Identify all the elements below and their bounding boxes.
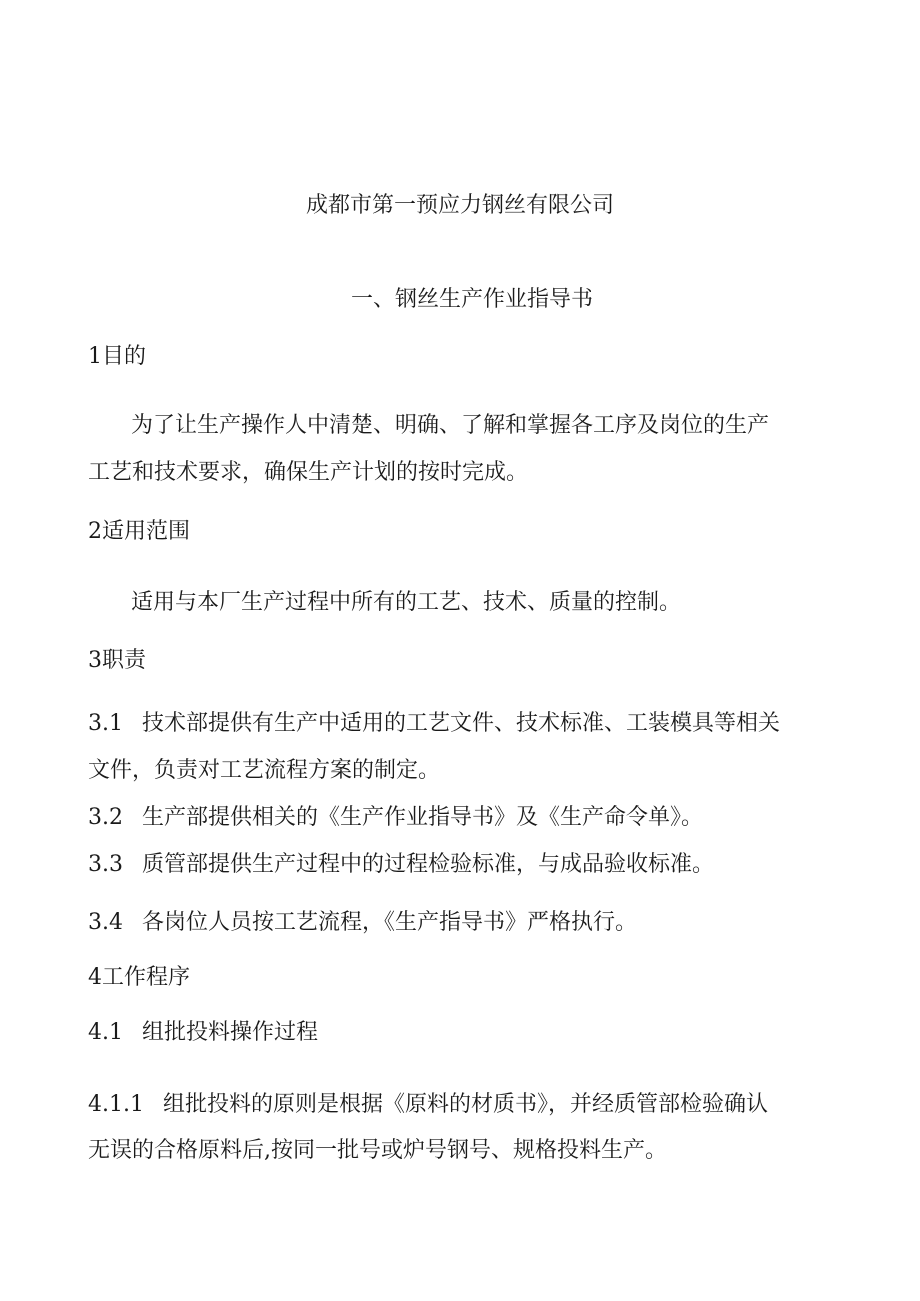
- item-4-1: [88, 1020, 318, 1046]
- document-title: 一、钢丝生产作业指导书: [350, 287, 593, 312]
- item-4-1-1-line-1: [88, 1092, 768, 1118]
- item-4-1-1-line-2: 无误的合格原料后,按同一批号或炉号钢号、规格投料生产。: [88, 1138, 667, 1163]
- item-3-3: [88, 852, 714, 878]
- section-1-body-line-1: 为了让生产操作人中清楚、明确、了解和掌握各工序及岗位的生产: [131, 413, 770, 438]
- item-3-3-text: 质管部提供生产过程中的过程检验标准，与成品验收标准。: [142, 852, 715, 877]
- item-4-1-1-number: 4.1.1: [88, 1092, 144, 1117]
- item-3-4: [88, 910, 637, 936]
- item-3-1-text: 技术部提供有生产中适用的工艺文件、技术标准、工装模具等相关: [142, 711, 781, 736]
- section-4-heading: 4工作程序: [88, 965, 190, 990]
- item-3-1-line-1: [88, 711, 780, 737]
- item-3-1-line-2: 文件，负责对工艺流程方案的制定。: [88, 758, 441, 783]
- item-3-2: [88, 805, 703, 831]
- item-3-3-number: 3.3: [88, 852, 123, 877]
- item-3-2-text: 生产部提供相关的《生产作业指导书》及《生产命令单》。: [142, 805, 704, 830]
- section-2-body: 适用与本厂生产过程中所有的工艺、技术、质量的控制。: [131, 590, 682, 615]
- item-3-1-number: 3.1: [88, 711, 123, 736]
- item-4-1-1-text: 组批投料的原则是根据《原料的材质书》，并经质管部检验确认: [162, 1092, 768, 1117]
- section-2-heading: 2适用范围: [88, 519, 190, 544]
- company-name: 成都市第一预应力钢丝有限公司: [305, 193, 614, 218]
- section-1-heading: 1目的: [88, 344, 146, 369]
- item-4-1-text: 组批投料操作过程: [142, 1020, 319, 1045]
- item-4-1-number: 4.1: [88, 1020, 123, 1045]
- item-3-2-number: 3.2: [88, 805, 123, 830]
- section-1-body-line-2: 工艺和技术要求，确保生产计划的按时完成。: [88, 460, 529, 485]
- item-3-4-text: 各岗位人员按工艺流程，《生产指导书》严格执行。: [142, 910, 638, 935]
- section-3-heading: 3职责: [88, 648, 146, 673]
- item-3-4-number: 3.4: [88, 910, 123, 935]
